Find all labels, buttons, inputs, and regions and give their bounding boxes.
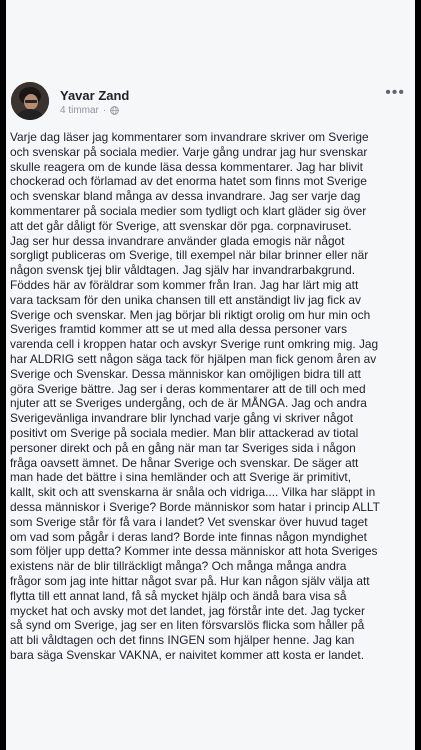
post-header <box>6 0 415 124</box>
post-text-line: man hade det bättre i sina hemländer och att Sverige är primitivt, <box>10 470 352 485</box>
post-text-line: Sverige och Svenskar. Dessa människor kan omöjligen bidra till att <box>10 366 361 381</box>
post-text-line: Jag ser hur dessa invandrare använder glada emogis när något <box>10 233 345 248</box>
post-text-line: om vad som pågår i deras land? Borde inte finnas någon myndighet <box>10 529 367 544</box>
post-text-line: bara säga Svenskar VAKNA, er naivitet kommer att kosta er landet. <box>10 647 365 662</box>
avatar[interactable] <box>11 82 49 120</box>
post-time[interactable]: 4 timmar <box>60 105 99 116</box>
post-text-line: har ALDRIG sett någon säga tack för hjälpen man fick genom åren av <box>10 351 377 366</box>
post-body <box>10 130 412 663</box>
post-text-line: positivt om Sverige på sociala medier. Man blir attackerad av tiotal <box>10 425 359 440</box>
post-text-line: frågor som jag inte hittar något svar på. Hur kan någon själv välja att <box>10 573 370 588</box>
avatar-image <box>11 82 49 120</box>
post-text-line: någon svensk tjej blir våldtagen. Jag själv har invandrarbakgrund. <box>10 263 356 278</box>
post-text-line: personer direkt och på en gång när man tar Sveriges sida i någon <box>10 440 356 455</box>
post-text-line: vara tacksam för den unika chansen till ett anständigt liv jag fick av <box>10 292 361 307</box>
post-text-line: varenda cell i kroppen hatar och avskyr Sverige runt omkring mig. Jag <box>10 337 379 352</box>
post-text-line: Varje dag läser jag kommentarer som invandrare skriver om Sverige <box>10 130 369 144</box>
post-text-line: göra Sverige bättre. Jag ser i deras kommentarer att de till och med <box>10 381 366 396</box>
post-text-line: som Sverige står för få vara i landet? Vet svenskar över huvud taget <box>10 514 368 529</box>
post-text-line: att bli våldtagen och det finns INGEN som hjälper henne. Jag kan <box>10 633 355 648</box>
post-text-line: sorgligt publiceras om Sverige, till exempel när bilar brinner eller när <box>10 248 369 263</box>
post-text-line: existens när de blir tillräckligt många? Och många många andra <box>10 559 347 574</box>
post-text-line: dessa människor i Sverige? Borde människor som hatar i princip ALLT <box>10 499 380 514</box>
post-text-line: kommentarer på sociala medier som tydligt och klart gläder sig över <box>10 203 367 218</box>
post-text-line: njuter att se Sveriges undergång, och de är MÅNGA. Jag och andra <box>10 396 367 411</box>
post-text-line: så synd om Sverige, jag ser en liten försvarslös flicka som håller på <box>10 618 365 633</box>
author-name[interactable]: Yavar Zand <box>60 88 130 103</box>
post-meta <box>60 105 119 116</box>
right-border <box>415 0 421 750</box>
post-text-line: fråga oavsett ämnet. De hånar Sverige och svenskar. De säger att <box>10 455 359 470</box>
post-text-line: och svenskar på sociala medier. Varje gång undrar jag hur svenskar <box>10 144 368 159</box>
post-text-line: chockerad och förlamad av det enorma hatet som finns mot Sverige <box>10 174 367 189</box>
post-text-line: Sverigevänliga invandrare blir lynchad varje gång vi skriver något <box>10 411 354 426</box>
post-text-line: flytta till ett annat land, få så mycket hjälp och ändå bara visa så <box>10 588 347 603</box>
more-options-icon[interactable]: ••• <box>385 84 405 101</box>
meta-separator: · <box>102 105 107 116</box>
post-text-line: skulle reagera om de kunde läsa dessa kommentarer. Jag har blivit <box>10 159 363 174</box>
globe-icon <box>110 106 119 115</box>
post-text-line: som följer upp detta? Kommer inte dessa människor att hota Sveriges <box>10 544 378 559</box>
post-text-line: att det går dåligt för Sverige, att svenskar dör pga. corpnaviruset. <box>10 218 352 233</box>
facebook-post <box>6 0 415 750</box>
post-text-line: Sveriges framtid kommer att se ut med alla dessa personer vars <box>10 322 348 337</box>
post-text-line: Sverige och svenskar. Men jag börjar bli riktigt orolig om hur min och <box>10 307 371 322</box>
post-text-line: mycket hat och avsky mot det landet, jag förstår inte det. Jag tycker <box>10 603 365 618</box>
post-text-line: kallt, skit och att svenskarna är snåla och vidriga.... Vilka har släppt in <box>10 485 376 500</box>
post-text-line: Föddes här av föräldrar som kommer från Iran. Jag har lärt mig att <box>10 277 359 292</box>
post-text-line: och svenskar bland många av dessa invandrare. Jag ser varje dag <box>10 189 361 204</box>
